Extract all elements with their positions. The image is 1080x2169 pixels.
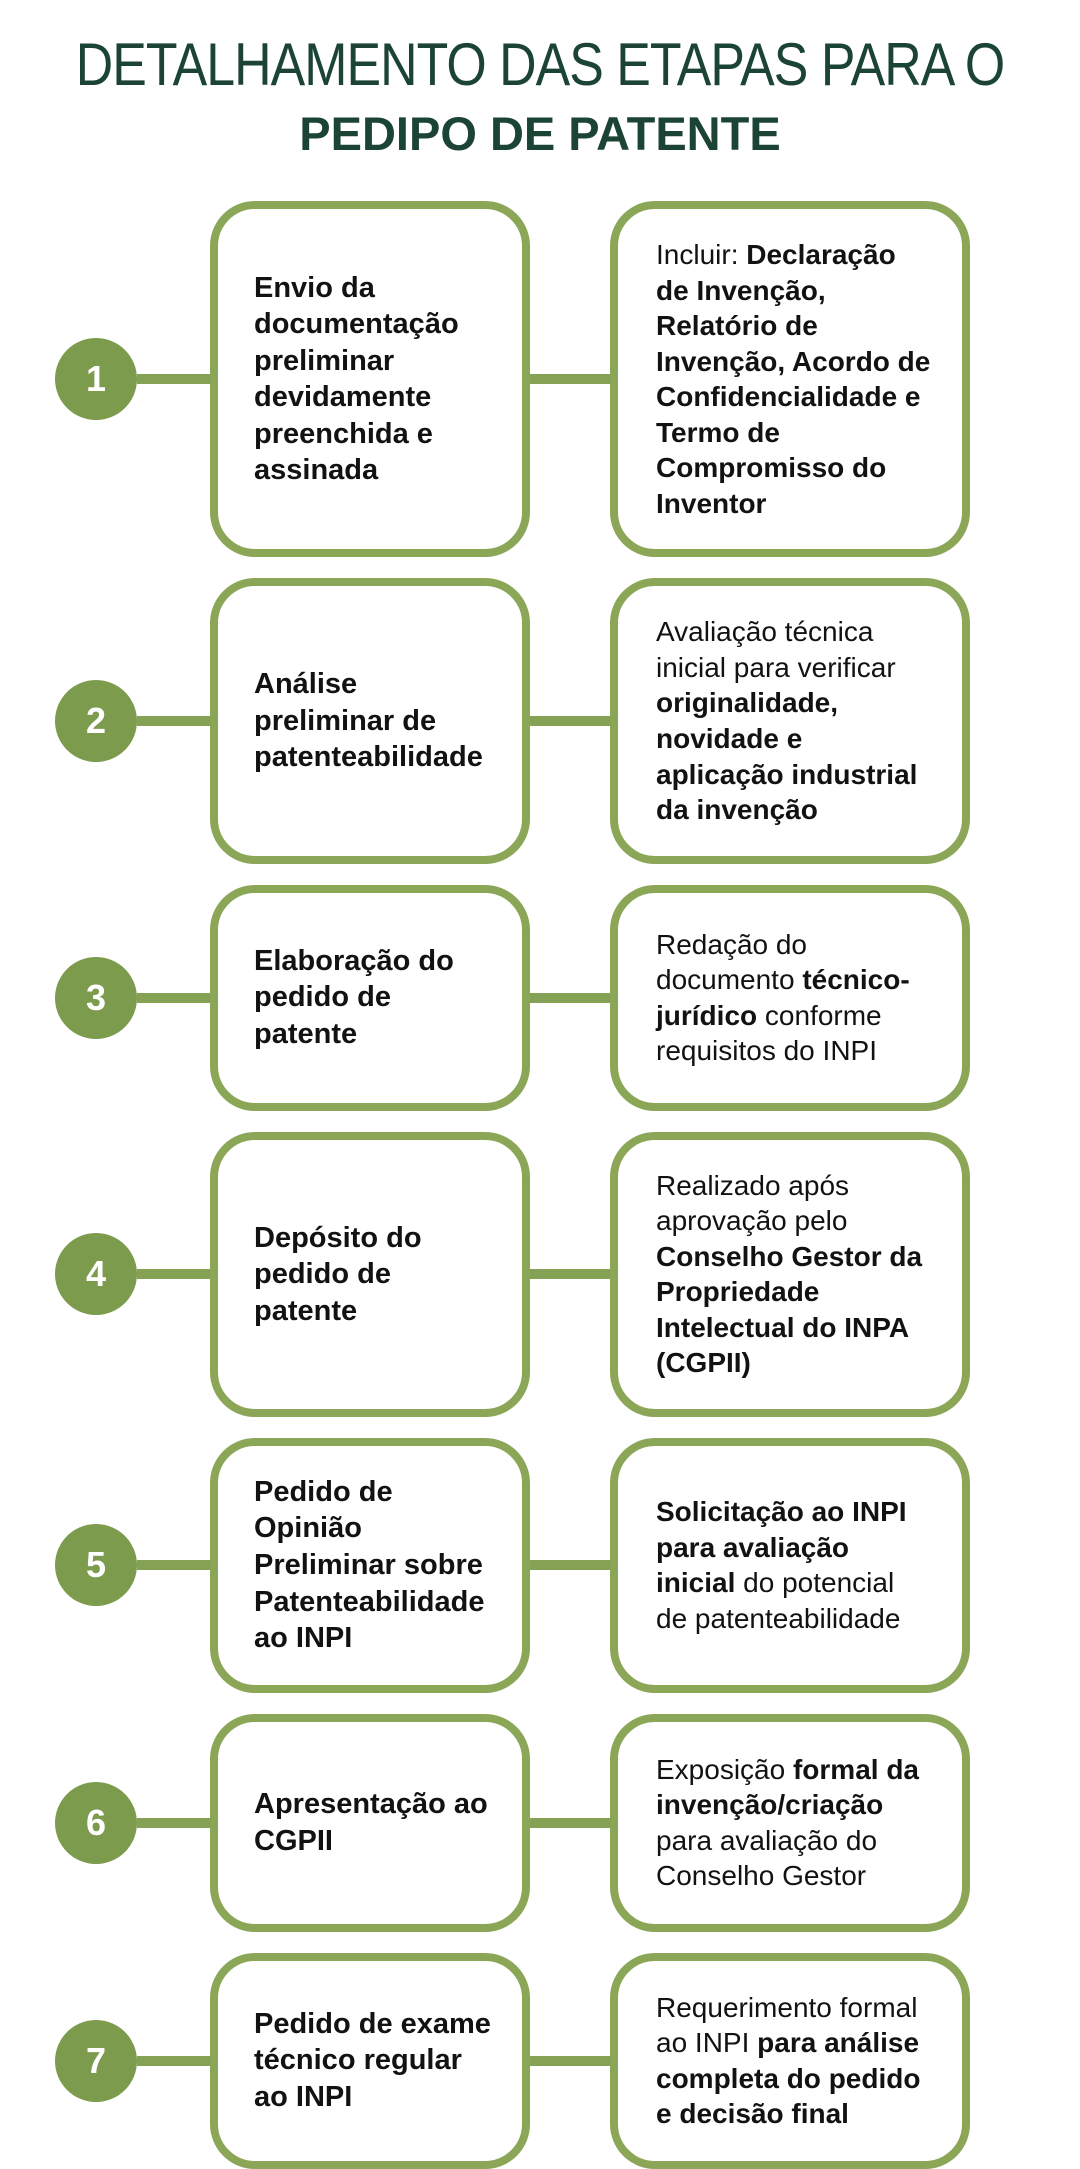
- description-segment: Incluir:: [656, 239, 747, 270]
- page-title: [0, 0, 1080, 161]
- step-row: [0, 1953, 1080, 2169]
- step-description-box: [610, 1714, 970, 1932]
- step-title-box: [210, 578, 530, 863]
- step-number: 2: [85, 700, 107, 742]
- step-number-badge: [55, 957, 137, 1039]
- connector-line-circle-to-box: [137, 1269, 210, 1279]
- step-description-text: [618, 586, 962, 855]
- step-title-text: Elaboração do pedido de patente: [254, 944, 454, 1050]
- step-number: 7: [85, 2039, 107, 2081]
- description-segment-bold: formal da invenção/criação: [656, 1753, 919, 1821]
- step-title-box: [210, 1438, 530, 1693]
- step-number: 5: [85, 1544, 107, 1586]
- step-row: [0, 1132, 1080, 1417]
- description-segment-bold: para análise completa do pedido e decisão final: [656, 2027, 921, 2130]
- description-segment-bold: Declaração de Invenção, Relatório de Invenção, Acordo de Confidencialidade e Termo de Compromisso do Inventor: [656, 239, 931, 519]
- connector-line-circle-to-box: [137, 1560, 210, 1570]
- step-number: 1: [85, 358, 107, 400]
- title-line-1: DETALHAMENTO DAS ETAPAS PARA O: [75, 31, 1005, 99]
- step-description-box: [610, 885, 970, 1111]
- description-segment-bold: Conselho Gestor da Propriedade Intelectual do INPA (CGPII): [656, 1240, 923, 1379]
- description-segment: Requerimento formal ao INPI: [656, 1991, 918, 2059]
- step-description-box: [610, 578, 970, 863]
- step-number: 4: [85, 1253, 107, 1295]
- step-description-text: [618, 1140, 962, 1409]
- step-description-text: [618, 899, 962, 1097]
- step-row: [0, 1438, 1080, 1693]
- left-margin-spacer: [0, 578, 55, 863]
- step-description-text: [618, 1466, 962, 1664]
- description-segment: Redação do documento: [656, 928, 808, 996]
- connector-line-box-to-box: [530, 374, 610, 384]
- step-number-badge: [55, 338, 137, 420]
- left-margin-spacer: [0, 201, 55, 557]
- step-description-text: [618, 209, 962, 549]
- step-title-box: [210, 201, 530, 557]
- left-margin-spacer: [0, 885, 55, 1111]
- step-number-badge: [55, 1782, 137, 1864]
- step-title-text: Pedido de Opinião Preliminar sobre Patenteabilidade ao INPI: [254, 1475, 485, 1655]
- step-description-box: [610, 1953, 970, 2169]
- step-description-box: [610, 1132, 970, 1417]
- step-number-badge: [55, 1233, 137, 1315]
- step-description-box: [610, 1438, 970, 1693]
- description-segment: conforme requisitos do INPI: [656, 999, 882, 1067]
- step-number-badge: [55, 1524, 137, 1606]
- connector-line-box-to-box: [530, 1818, 610, 1828]
- step-title-text: Envio da documentação preliminar devidamente preenchida e assinada: [254, 271, 459, 487]
- connector-line-box-to-box: [530, 716, 610, 726]
- step-row: [0, 1714, 1080, 1932]
- connector-line-circle-to-box: [137, 993, 210, 1003]
- description-segment: Realizado após aprovação pelo: [656, 1169, 850, 1237]
- connector-line-box-to-box: [530, 993, 610, 1003]
- description-segment-bold: originalidade, novidade e aplicação industrial da invenção: [656, 687, 918, 826]
- step-description-text: [618, 1962, 962, 2160]
- description-segment: Exposição: [656, 1753, 793, 1785]
- left-margin-spacer: [0, 1953, 55, 2169]
- step-number-badge: [55, 2020, 137, 2102]
- connector-line-circle-to-box: [137, 1818, 210, 1828]
- description-segment-bold: Solicitação ao INPI para avaliação inicial: [656, 1496, 907, 1599]
- step-title-text: Depósito do pedido de patente: [254, 1221, 422, 1327]
- step-number: 3: [85, 976, 107, 1018]
- step-description-box: [610, 201, 970, 557]
- step-title-text: Análise preliminar de patenteabilidade: [254, 668, 483, 774]
- step-title-box: [210, 1953, 530, 2169]
- description-segment: para avaliação do Conselho Gestor: [656, 1824, 878, 1892]
- step-title-box: [210, 1132, 530, 1417]
- connector-line-circle-to-box: [137, 2056, 210, 2066]
- step-row: [0, 578, 1080, 863]
- steps-list: [0, 201, 1080, 2169]
- step-description-text: [618, 1724, 962, 1922]
- step-number-badge: [55, 680, 137, 762]
- step-title-box: [210, 885, 530, 1111]
- connector-line-circle-to-box: [137, 374, 210, 384]
- description-segment: do potencial de patenteabilidade: [656, 1567, 901, 1634]
- title-line-2: PEDIPO DE PATENTE: [299, 107, 781, 160]
- description-segment-bold: técnico-jurídico: [656, 964, 910, 1031]
- connector-line-box-to-box: [530, 1269, 610, 1279]
- description-segment: Avaliação técnica inicial para verificar: [656, 616, 896, 683]
- left-margin-spacer: [0, 1438, 55, 1693]
- step-title-box: [210, 1714, 530, 1932]
- step-title-text: Apresentação ao CGPII: [254, 1788, 488, 1857]
- step-title-text: Pedido de exame técnico regular ao INPI: [254, 2007, 491, 2113]
- left-margin-spacer: [0, 1132, 55, 1417]
- connector-line-box-to-box: [530, 2056, 610, 2066]
- step-row: [0, 201, 1080, 557]
- left-margin-spacer: [0, 1714, 55, 1932]
- step-number: 6: [85, 1801, 107, 1843]
- step-row: [0, 885, 1080, 1111]
- connector-line-circle-to-box: [137, 716, 210, 726]
- connector-line-box-to-box: [530, 1560, 610, 1570]
